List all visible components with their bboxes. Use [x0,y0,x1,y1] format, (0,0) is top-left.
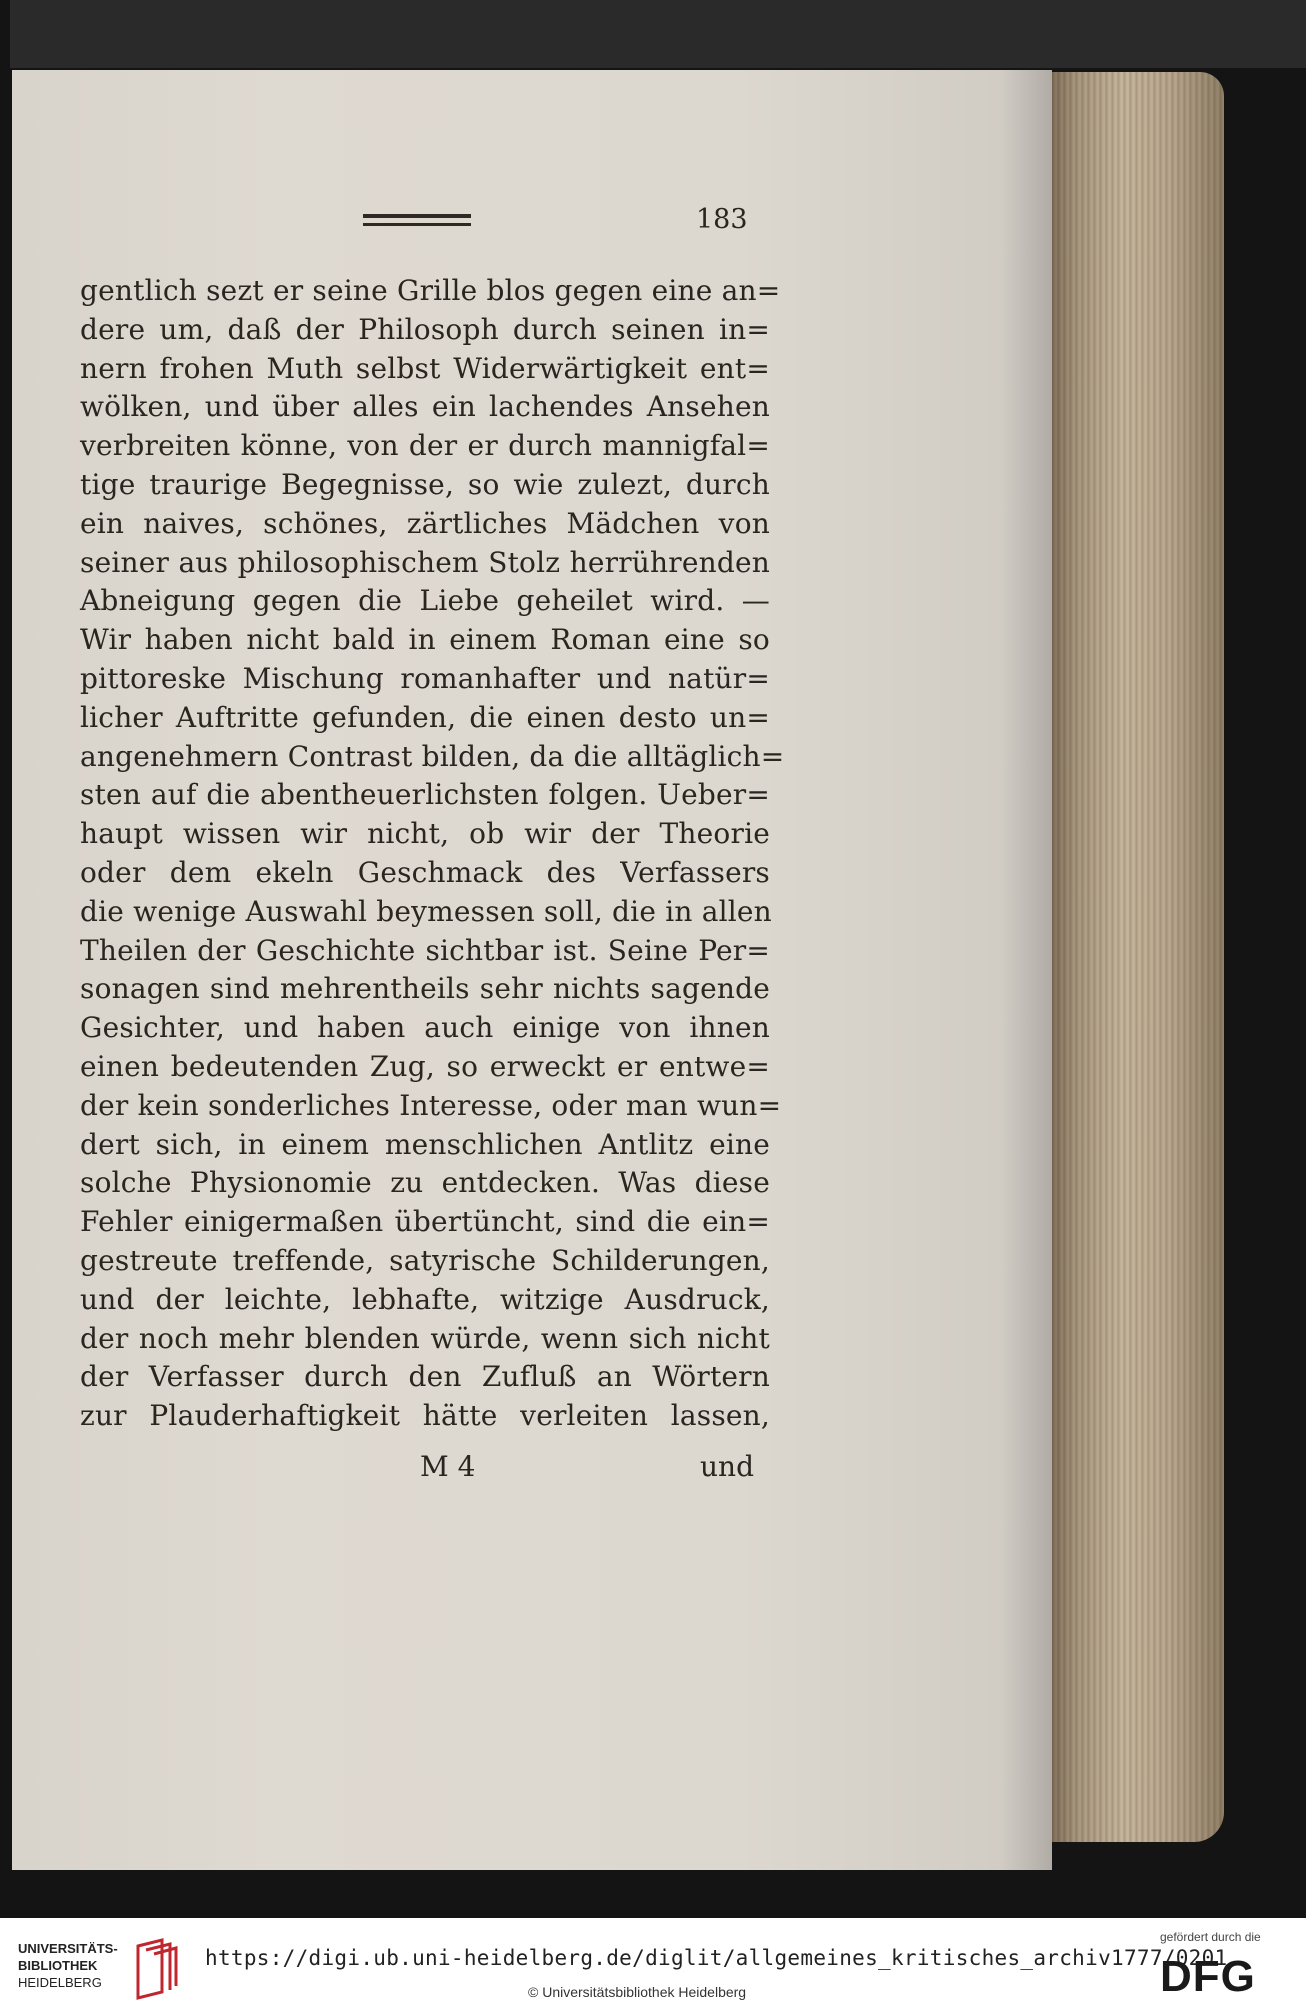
page-shadow [1000,70,1052,1870]
text-line: Gesichter, und haben auch einige von ihnen [80,1011,770,1045]
text-line: der kein sonderliches Interesse, oder man wun= [80,1088,782,1122]
text-line: oder dem ekeln Geschmack des Verfassers [80,856,770,889]
text-line: gentlich sezt er seine Grille blos gegen eine an= [80,274,781,307]
text-line: haupt wissen wir nicht, ob wir der Theorie [80,817,770,851]
library-name-line: BIBLIOTHEK [18,1958,98,1973]
library-logo-icon [132,1936,180,2000]
text-line: dert sich, in einem menschlichen Antlitz eine [80,1127,770,1161]
text-line: sonagen sind mehrentheils sehr nichts sagende [80,972,770,1006]
page-number: 183 [696,204,748,235]
text-line: sten auf die abentheuerlichsten folgen. Ueber= [80,778,770,812]
library-name-line: UNIVERSITÄTS- [18,1941,118,1956]
text-line: der noch mehr blenden würde, wenn sich nicht [80,1321,770,1355]
text-line: Wir haben nicht bald in einem Roman eine so [80,623,770,657]
text-line: Fehler einigermaßen übertüncht, sind die ein= [80,1205,770,1239]
text-line: gestreute treffende, satyrische Schilderungen, [80,1244,770,1277]
text-line: wölken, und über alles ein lachendes Ansehen [80,390,770,424]
text-line: zur Plauderhaftigkeit hätte verleiten lassen, [80,1399,770,1433]
dfg-caption: gefördert durch die [1160,1930,1261,1944]
text-line: Theilen der Geschichte sichtbar ist. Seine Per= [80,933,770,967]
text-line: verbreiten könne, von der er durch mannigfal= [80,429,770,463]
copyright-notice: © Universitätsbibliothek Heidelberg [528,1984,747,2000]
library-name-line: HEIDELBERG [18,1975,102,1990]
text-line: angenehmern Contrast bilden, da die alltäglich= [80,739,785,773]
text-line: und der leichte, lebhafte, witzige Ausdruck, [80,1282,770,1316]
text-line: tige traurige Begegnisse, so wie zulezt, durch [80,468,770,501]
text-line: solche Physionomie zu entdecken. Was diese [80,1166,770,1200]
text-line: ein naives, schönes, zärtliches Mädchen von [80,506,770,540]
text-line: die wenige Auswahl beymessen soll, die in allen [80,894,772,928]
text-line: licher Auftritte gefunden, die einen desto un= [80,700,770,734]
signature-mark: M 4 [420,1450,476,1483]
book-page-edges [1040,72,1224,1842]
header-rule [363,214,471,226]
text-line: seiner aus philosophischem Stolz herrührenden [80,545,770,579]
text-line: einen bedeutenden Zug, so erweckt er entwe= [80,1050,770,1083]
dfg-logo: DFG [1160,1952,1256,2001]
document-url-link[interactable]: https://digi.ub.uni-heidelberg.de/diglit/allgemeines_kritisches_archiv1777/0201 [205,1946,1228,1970]
text-line: der Verfasser durch den Zufluß an Wörtern [80,1360,770,1394]
catchword: und [700,1450,754,1483]
scan-top-border [10,0,1306,68]
library-logo-text [18,1940,118,1991]
text-line: Abneigung gegen die Liebe geheilet wird. — [80,584,770,618]
footer-bar [0,1918,1306,2015]
text-line: pittoreske Mischung romanhafter und natür= [80,662,770,695]
text-line: dere um, daß der Philosoph durch seinen in= [80,312,770,346]
text-line: nern frohen Muth selbst Widerwärtigkeit ent= [80,351,770,385]
